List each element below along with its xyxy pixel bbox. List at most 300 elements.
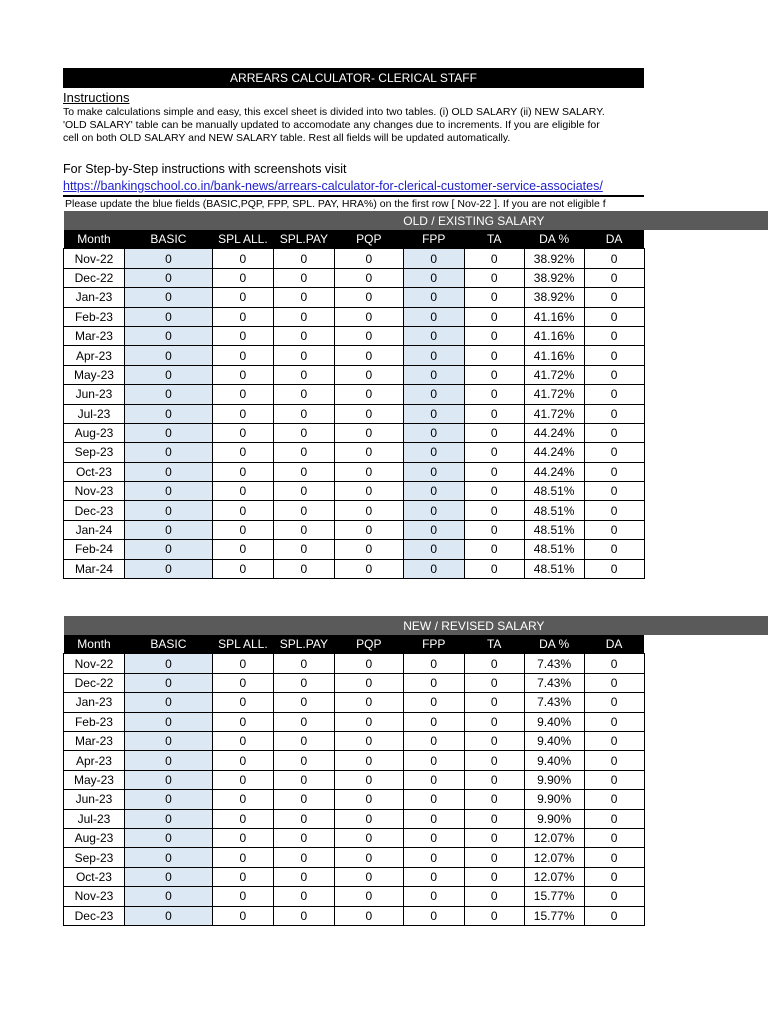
value-cell[interactable]: 0 — [273, 288, 334, 307]
col-header: TA — [464, 635, 524, 654]
value-cell[interactable]: 0 — [273, 385, 334, 404]
value-cell[interactable]: 0 — [464, 520, 524, 539]
value-cell[interactable]: 48.51% — [524, 559, 584, 578]
month-cell[interactable]: Dec-23 — [64, 501, 125, 520]
month-cell[interactable]: Feb-23 — [64, 712, 125, 731]
month-cell[interactable]: Jul-23 — [64, 404, 125, 423]
value-cell[interactable]: 0 — [403, 520, 464, 539]
value-cell[interactable]: 0 — [273, 809, 334, 828]
col-header: Month — [64, 230, 125, 249]
value-cell[interactable]: 0 — [584, 404, 644, 423]
value-cell[interactable]: 0 — [464, 365, 524, 384]
value-cell[interactable]: 0 — [212, 520, 273, 539]
month-cell[interactable]: Jun-23 — [64, 385, 125, 404]
value-cell[interactable]: 0 — [464, 654, 524, 673]
value-cell[interactable]: 0 — [212, 423, 273, 442]
value-cell[interactable]: 0 — [464, 540, 524, 559]
value-cell[interactable]: 7.43% — [524, 654, 584, 673]
value-cell[interactable]: 0 — [403, 326, 464, 345]
value-cell[interactable]: 0 — [212, 443, 273, 462]
value-cell[interactable]: 0 — [334, 404, 403, 423]
table-row — [64, 809, 768, 828]
value-cell[interactable]: 0 — [212, 346, 273, 365]
new-section-title: NEW / REVISED SALARY — [403, 616, 768, 635]
value-cell[interactable]: 0 — [334, 288, 403, 307]
table-row — [64, 848, 768, 867]
value-cell[interactable]: 0 — [584, 887, 644, 906]
value-cell[interactable]: 0 — [584, 848, 644, 867]
value-cell[interactable]: 0 — [464, 482, 524, 501]
value-cell[interactable]: 0 — [584, 385, 644, 404]
value-cell[interactable]: 0 — [403, 443, 464, 462]
value-cell[interactable]: 0 — [464, 501, 524, 520]
month-cell[interactable]: Apr-23 — [64, 751, 125, 770]
value-cell[interactable]: 0 — [124, 693, 212, 712]
value-cell[interactable]: 0 — [584, 326, 644, 345]
value-cell[interactable]: 0 — [584, 288, 644, 307]
value-cell[interactable]: 9.40% — [524, 712, 584, 731]
value-cell[interactable]: 41.72% — [524, 365, 584, 384]
value-cell[interactable]: 0 — [584, 520, 644, 539]
value-cell[interactable]: 0 — [464, 770, 524, 789]
value-cell[interactable]: 0 — [464, 751, 524, 770]
value-cell[interactable]: 0 — [212, 712, 273, 731]
month-cell[interactable]: Mar-24 — [64, 559, 125, 578]
value-cell[interactable]: 0 — [124, 501, 212, 520]
value-cell[interactable]: 0 — [464, 462, 524, 481]
value-cell[interactable]: 0 — [334, 693, 403, 712]
value-cell[interactable]: 0 — [403, 346, 464, 365]
value-cell[interactable]: 0 — [334, 828, 403, 847]
col-header: SPL.PAY — [273, 635, 334, 654]
value-cell[interactable]: 0 — [334, 268, 403, 287]
value-cell[interactable]: 0 — [212, 770, 273, 789]
value-cell[interactable]: 0 — [212, 385, 273, 404]
value-cell[interactable]: 0 — [273, 887, 334, 906]
month-cell[interactable]: Dec-23 — [64, 906, 125, 925]
value-cell[interactable]: 38.92% — [524, 288, 584, 307]
value-cell[interactable]: 0 — [273, 828, 334, 847]
month-cell[interactable]: May-23 — [64, 365, 125, 384]
value-cell[interactable]: 0 — [464, 249, 524, 268]
value-cell[interactable]: 0 — [273, 906, 334, 925]
value-cell[interactable]: 0 — [464, 867, 524, 886]
value-cell[interactable]: 12.07% — [524, 848, 584, 867]
instructions-link[interactable]: https://bankingschool.co.in/bank-news/arrears-calculator-for-clerical-customer-service-associates/ — [63, 179, 603, 193]
value-cell[interactable]: 9.40% — [524, 731, 584, 750]
value-cell[interactable]: 0 — [124, 848, 212, 867]
value-cell[interactable]: 0 — [584, 867, 644, 886]
value-cell[interactable]: 0 — [273, 731, 334, 750]
value-cell[interactable]: 0 — [212, 906, 273, 925]
value-cell[interactable]: 0 — [212, 654, 273, 673]
value-cell[interactable]: 0 — [273, 693, 334, 712]
value-cell[interactable]: 44.24% — [524, 443, 584, 462]
value-cell[interactable]: 0 — [273, 770, 334, 789]
value-cell[interactable]: 0 — [212, 809, 273, 828]
month-cell[interactable]: Mar-23 — [64, 326, 125, 345]
value-cell[interactable]: 0 — [124, 462, 212, 481]
value-cell[interactable]: 0 — [403, 559, 464, 578]
value-cell[interactable]: 0 — [403, 673, 464, 692]
month-cell[interactable]: Dec-22 — [64, 673, 125, 692]
value-cell[interactable]: 0 — [212, 731, 273, 750]
value-cell[interactable]: 0 — [584, 906, 644, 925]
value-cell[interactable]: 0 — [403, 906, 464, 925]
value-cell[interactable]: 0 — [334, 462, 403, 481]
value-cell[interactable]: 0 — [273, 654, 334, 673]
month-cell[interactable]: Jul-23 — [64, 809, 125, 828]
value-cell[interactable]: 0 — [403, 828, 464, 847]
value-cell[interactable]: 41.72% — [524, 404, 584, 423]
value-cell[interactable]: 0 — [584, 731, 644, 750]
value-cell[interactable]: 0 — [334, 790, 403, 809]
value-cell[interactable]: 0 — [584, 462, 644, 481]
value-cell[interactable]: 0 — [464, 443, 524, 462]
month-cell[interactable]: Jan-23 — [64, 288, 125, 307]
month-cell[interactable]: Apr-23 — [64, 346, 125, 365]
value-cell[interactable]: 0 — [212, 559, 273, 578]
value-cell[interactable]: 0 — [124, 809, 212, 828]
value-cell[interactable]: 0 — [403, 423, 464, 442]
value-cell[interactable]: 0 — [124, 326, 212, 345]
value-cell[interactable]: 0 — [273, 848, 334, 867]
month-cell[interactable]: Aug-23 — [64, 828, 125, 847]
value-cell[interactable]: 0 — [464, 307, 524, 326]
value-cell[interactable]: 0 — [124, 307, 212, 326]
value-cell[interactable]: 7.43% — [524, 693, 584, 712]
table-row — [64, 790, 768, 809]
value-cell[interactable]: 0 — [584, 443, 644, 462]
value-cell[interactable]: 44.24% — [524, 462, 584, 481]
value-cell[interactable]: 0 — [212, 867, 273, 886]
value-cell[interactable]: 0 — [212, 365, 273, 384]
value-cell[interactable]: 0 — [273, 867, 334, 886]
value-cell[interactable]: 9.90% — [524, 770, 584, 789]
value-cell[interactable]: 0 — [212, 848, 273, 867]
value-cell[interactable]: 0 — [124, 654, 212, 673]
value-cell[interactable]: 0 — [403, 462, 464, 481]
col-header: SPL ALL. — [212, 635, 273, 654]
value-cell[interactable]: 0 — [273, 790, 334, 809]
value-cell[interactable]: 0 — [273, 520, 334, 539]
value-cell[interactable]: 0 — [464, 673, 524, 692]
value-cell[interactable]: 0 — [273, 423, 334, 442]
value-cell[interactable]: 0 — [212, 268, 273, 287]
value-cell[interactable]: 15.77% — [524, 887, 584, 906]
table-row — [64, 520, 768, 539]
value-cell[interactable]: 9.90% — [524, 809, 584, 828]
month-cell[interactable]: Jun-23 — [64, 790, 125, 809]
value-cell[interactable]: 0 — [464, 790, 524, 809]
value-cell[interactable]: 0 — [403, 249, 464, 268]
month-cell[interactable]: Mar-23 — [64, 731, 125, 750]
value-cell[interactable]: 0 — [584, 693, 644, 712]
value-cell[interactable]: 0 — [584, 346, 644, 365]
value-cell[interactable]: 7.43% — [524, 673, 584, 692]
value-cell[interactable]: 0 — [403, 288, 464, 307]
value-cell[interactable]: 0 — [334, 501, 403, 520]
value-cell[interactable]: 0 — [334, 559, 403, 578]
value-cell[interactable]: 0 — [584, 268, 644, 287]
value-cell[interactable]: 0 — [124, 559, 212, 578]
value-cell[interactable]: 0 — [273, 501, 334, 520]
value-cell[interactable]: 0 — [212, 828, 273, 847]
value-cell[interactable]: 0 — [212, 540, 273, 559]
value-cell[interactable]: 0 — [584, 790, 644, 809]
value-cell[interactable]: 0 — [334, 673, 403, 692]
value-cell[interactable]: 0 — [403, 482, 464, 501]
value-cell[interactable]: 0 — [584, 540, 644, 559]
value-cell[interactable]: 0 — [403, 501, 464, 520]
value-cell[interactable]: 0 — [334, 307, 403, 326]
value-cell[interactable]: 48.51% — [524, 501, 584, 520]
month-cell[interactable]: Nov-22 — [64, 249, 125, 268]
value-cell[interactable]: 15.77% — [524, 906, 584, 925]
table-row — [64, 404, 768, 423]
value-cell[interactable]: 0 — [464, 848, 524, 867]
value-cell[interactable]: 48.51% — [524, 520, 584, 539]
value-cell[interactable]: 0 — [124, 385, 212, 404]
month-cell[interactable]: Aug-23 — [64, 423, 125, 442]
value-cell[interactable]: 48.51% — [524, 482, 584, 501]
value-cell[interactable]: 0 — [584, 482, 644, 501]
col-header: TA — [464, 230, 524, 249]
value-cell[interactable]: 0 — [584, 828, 644, 847]
month-cell[interactable]: Jan-23 — [64, 693, 125, 712]
value-cell[interactable]: 48.51% — [524, 540, 584, 559]
value-cell[interactable]: 0 — [124, 712, 212, 731]
table-row — [64, 268, 768, 287]
value-cell[interactable]: 0 — [212, 462, 273, 481]
value-cell[interactable]: 0 — [273, 443, 334, 462]
month-cell[interactable]: Nov-23 — [64, 482, 125, 501]
value-cell[interactable]: 0 — [584, 559, 644, 578]
value-cell[interactable]: 0 — [403, 790, 464, 809]
value-cell[interactable]: 12.07% — [524, 828, 584, 847]
value-cell[interactable]: 0 — [403, 751, 464, 770]
value-cell[interactable]: 0 — [212, 307, 273, 326]
col-header: FPP — [403, 230, 464, 249]
value-cell[interactable]: 0 — [334, 751, 403, 770]
value-cell[interactable]: 0 — [212, 790, 273, 809]
month-cell[interactable]: Oct-23 — [64, 462, 125, 481]
month-cell[interactable]: Feb-23 — [64, 307, 125, 326]
value-cell[interactable]: 0 — [273, 365, 334, 384]
value-cell[interactable]: 0 — [212, 482, 273, 501]
month-cell[interactable]: Sep-23 — [64, 443, 125, 462]
value-cell[interactable]: 41.72% — [524, 385, 584, 404]
value-cell[interactable]: 0 — [124, 482, 212, 501]
value-cell[interactable]: 0 — [464, 385, 524, 404]
value-cell[interactable]: 0 — [273, 346, 334, 365]
value-cell[interactable]: 0 — [584, 501, 644, 520]
value-cell[interactable]: 0 — [124, 540, 212, 559]
value-cell[interactable]: 0 — [124, 346, 212, 365]
value-cell[interactable]: 0 — [584, 365, 644, 384]
col-header: BASIC — [124, 635, 212, 654]
value-cell[interactable]: 0 — [403, 809, 464, 828]
value-cell[interactable]: 0 — [464, 288, 524, 307]
value-cell[interactable]: 0 — [124, 520, 212, 539]
value-cell[interactable]: 0 — [334, 867, 403, 886]
month-cell[interactable]: May-23 — [64, 770, 125, 789]
value-cell[interactable]: 0 — [273, 673, 334, 692]
value-cell[interactable]: 0 — [212, 249, 273, 268]
value-cell[interactable]: 0 — [403, 731, 464, 750]
instructions-line-1: To make calculations simple and easy, this excel sheet is divided into two tables. (i) OLD SALARY (ii) NEW SALARY. — [63, 106, 605, 118]
value-cell[interactable]: 0 — [273, 540, 334, 559]
value-cell[interactable]: 0 — [464, 423, 524, 442]
value-cell[interactable]: 0 — [464, 268, 524, 287]
value-cell[interactable]: 0 — [212, 673, 273, 692]
month-cell[interactable]: Nov-23 — [64, 887, 125, 906]
value-cell[interactable]: 0 — [124, 731, 212, 750]
value-cell[interactable]: 0 — [124, 906, 212, 925]
value-cell[interactable]: 9.90% — [524, 790, 584, 809]
value-cell[interactable]: 0 — [334, 385, 403, 404]
value-cell[interactable]: 0 — [403, 712, 464, 731]
value-cell[interactable]: 0 — [273, 559, 334, 578]
value-cell[interactable]: 0 — [273, 712, 334, 731]
month-cell[interactable]: Dec-22 — [64, 268, 125, 287]
value-cell[interactable]: 0 — [273, 404, 334, 423]
value-cell[interactable]: 0 — [334, 906, 403, 925]
value-cell[interactable]: 0 — [124, 867, 212, 886]
value-cell[interactable]: 0 — [464, 809, 524, 828]
value-cell[interactable]: 0 — [334, 848, 403, 867]
value-cell[interactable]: 0 — [403, 540, 464, 559]
value-cell[interactable]: 0 — [273, 326, 334, 345]
value-cell[interactable]: 0 — [273, 751, 334, 770]
value-cell[interactable]: 0 — [464, 828, 524, 847]
value-cell[interactable]: 0 — [584, 654, 644, 673]
value-cell[interactable]: 0 — [464, 712, 524, 731]
value-cell[interactable]: 0 — [124, 673, 212, 692]
value-cell[interactable]: 0 — [212, 693, 273, 712]
value-cell[interactable]: 0 — [584, 423, 644, 442]
value-cell[interactable]: 0 — [334, 423, 403, 442]
value-cell[interactable]: 0 — [464, 887, 524, 906]
value-cell[interactable]: 0 — [273, 482, 334, 501]
value-cell[interactable]: 38.92% — [524, 268, 584, 287]
value-cell[interactable]: 0 — [403, 887, 464, 906]
value-cell[interactable]: 0 — [124, 770, 212, 789]
value-cell[interactable]: 0 — [124, 443, 212, 462]
spreadsheet — [63, 68, 768, 926]
col-header: DA — [584, 230, 644, 249]
value-cell[interactable]: 0 — [124, 268, 212, 287]
value-cell[interactable]: 0 — [403, 307, 464, 326]
value-cell[interactable]: 41.16% — [524, 346, 584, 365]
value-cell[interactable]: 0 — [584, 770, 644, 789]
value-cell[interactable]: 0 — [403, 365, 464, 384]
value-cell[interactable]: 0 — [212, 404, 273, 423]
value-cell[interactable]: 0 — [334, 887, 403, 906]
value-cell[interactable]: 9.40% — [524, 751, 584, 770]
value-cell[interactable]: 0 — [464, 693, 524, 712]
value-cell[interactable]: 0 — [124, 828, 212, 847]
value-cell[interactable]: 0 — [464, 404, 524, 423]
value-cell[interactable]: 0 — [334, 770, 403, 789]
value-cell[interactable]: 12.07% — [524, 867, 584, 886]
value-cell[interactable]: 0 — [334, 482, 403, 501]
month-cell[interactable]: Feb-24 — [64, 540, 125, 559]
table-row — [64, 828, 768, 847]
value-cell[interactable]: 0 — [334, 365, 403, 384]
value-cell[interactable]: 0 — [334, 809, 403, 828]
value-cell[interactable]: 0 — [584, 751, 644, 770]
value-cell[interactable]: 44.24% — [524, 423, 584, 442]
value-cell[interactable]: 0 — [403, 385, 464, 404]
value-cell[interactable]: 0 — [334, 326, 403, 345]
value-cell[interactable]: 0 — [334, 520, 403, 539]
value-cell[interactable]: 0 — [124, 365, 212, 384]
month-cell[interactable]: Jan-24 — [64, 520, 125, 539]
month-cell[interactable]: Nov-22 — [64, 654, 125, 673]
value-cell[interactable]: 0 — [124, 288, 212, 307]
value-cell[interactable]: 41.16% — [524, 307, 584, 326]
value-cell[interactable]: 0 — [124, 887, 212, 906]
value-cell[interactable]: 0 — [124, 423, 212, 442]
month-cell[interactable]: Sep-23 — [64, 848, 125, 867]
value-cell[interactable]: 0 — [334, 249, 403, 268]
value-cell[interactable]: 0 — [124, 751, 212, 770]
value-cell[interactable]: 0 — [334, 443, 403, 462]
value-cell[interactable]: 0 — [584, 249, 644, 268]
month-cell[interactable]: Oct-23 — [64, 867, 125, 886]
value-cell[interactable]: 0 — [212, 326, 273, 345]
value-cell[interactable]: 0 — [212, 501, 273, 520]
value-cell[interactable]: 0 — [124, 249, 212, 268]
value-cell[interactable]: 0 — [464, 326, 524, 345]
value-cell[interactable]: 0 — [403, 654, 464, 673]
value-cell[interactable]: 0 — [334, 712, 403, 731]
value-cell[interactable]: 0 — [403, 268, 464, 287]
value-cell[interactable]: 0 — [273, 307, 334, 326]
value-cell[interactable]: 0 — [212, 751, 273, 770]
value-cell[interactable]: 0 — [273, 462, 334, 481]
value-cell[interactable]: 0 — [584, 307, 644, 326]
value-cell[interactable]: 0 — [403, 867, 464, 886]
value-cell[interactable]: 0 — [403, 848, 464, 867]
value-cell[interactable]: 0 — [464, 906, 524, 925]
value-cell[interactable]: 0 — [584, 712, 644, 731]
value-cell[interactable]: 0 — [464, 731, 524, 750]
table-row — [64, 867, 768, 886]
value-cell[interactable]: 0 — [403, 404, 464, 423]
value-cell[interactable]: 0 — [584, 809, 644, 828]
value-cell[interactable]: 0 — [212, 288, 273, 307]
value-cell[interactable]: 41.16% — [524, 326, 584, 345]
value-cell[interactable]: 0 — [212, 887, 273, 906]
value-cell[interactable]: 0 — [464, 346, 524, 365]
value-cell[interactable]: 0 — [403, 693, 464, 712]
value-cell[interactable]: 0 — [334, 346, 403, 365]
value-cell[interactable]: 0 — [464, 559, 524, 578]
value-cell[interactable]: 0 — [334, 731, 403, 750]
value-cell[interactable]: 0 — [334, 540, 403, 559]
value-cell[interactable]: 0 — [584, 673, 644, 692]
value-cell[interactable]: 0 — [124, 790, 212, 809]
value-cell[interactable]: 0 — [403, 770, 464, 789]
value-cell[interactable]: 0 — [273, 268, 334, 287]
table-row — [64, 288, 768, 307]
value-cell[interactable]: 0 — [334, 654, 403, 673]
value-cell[interactable]: 0 — [124, 404, 212, 423]
value-cell[interactable]: 0 — [273, 249, 334, 268]
value-cell[interactable]: 38.92% — [524, 249, 584, 268]
